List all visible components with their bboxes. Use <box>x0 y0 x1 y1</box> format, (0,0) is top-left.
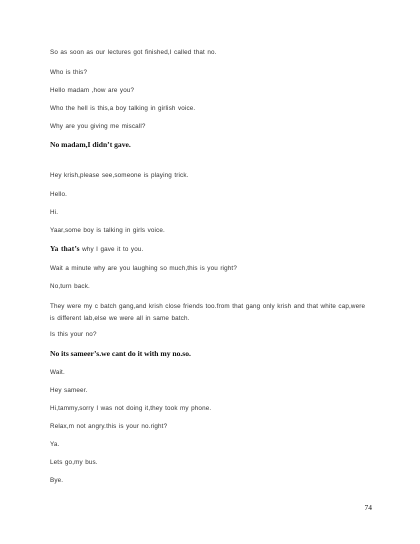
text-line-16: No its sameer’s.we cant do it with my no.so. <box>50 349 191 358</box>
text-line-14: They were my c batch gang,and krish close friends too.from that gang only krish and that white cap,were is different lab,else we were all in same batch. <box>50 303 366 322</box>
text-line-20: Relax,m not angry.this is your no.right? <box>50 423 168 430</box>
text-line-6: No madam,I didn’t gave. <box>50 140 131 149</box>
text-line-11-bold-part: Ya that’s <box>50 244 80 253</box>
text-line-10: Yaar,some boy is talking in girls voice. <box>50 227 165 234</box>
text-line-11-regular-part: why I gave it to you. <box>82 246 144 253</box>
text-line-23: Bye. <box>50 477 64 484</box>
text-line-17: Wait. <box>50 369 65 376</box>
text-line-22: Lets go,my bus. <box>50 459 98 466</box>
text-line-11 <box>50 245 368 254</box>
text-line-1: So as soon as our lectures got finished,I called that no. <box>50 49 217 56</box>
text-line-13: No,turn back. <box>50 283 90 290</box>
text-line-18: Hey sameer. <box>50 387 88 394</box>
text-line-9: Hi. <box>50 209 59 216</box>
page-number: 74 <box>364 503 372 512</box>
text-line-5: Why are you giving me miscall? <box>50 123 146 130</box>
text-line-2: Who is this? <box>50 69 88 76</box>
text-line-12: Wait a minute why are you laughing so much,this is you right? <box>50 265 237 272</box>
text-line-8: Hello. <box>50 191 67 198</box>
text-line-19: Hi,tammy,sorry I was not doing it,they took my phone. <box>50 405 212 412</box>
text-line-7: Hey krish,please see,someone is playing trick. <box>50 172 189 179</box>
text-line-3: Hello madam ,how are you? <box>50 87 135 94</box>
text-line-4: Who the hell is this,a boy talking in girlish voice. <box>50 105 196 112</box>
text-line-15: Is this your no? <box>50 331 97 338</box>
text-line-21: Ya. <box>50 441 60 448</box>
